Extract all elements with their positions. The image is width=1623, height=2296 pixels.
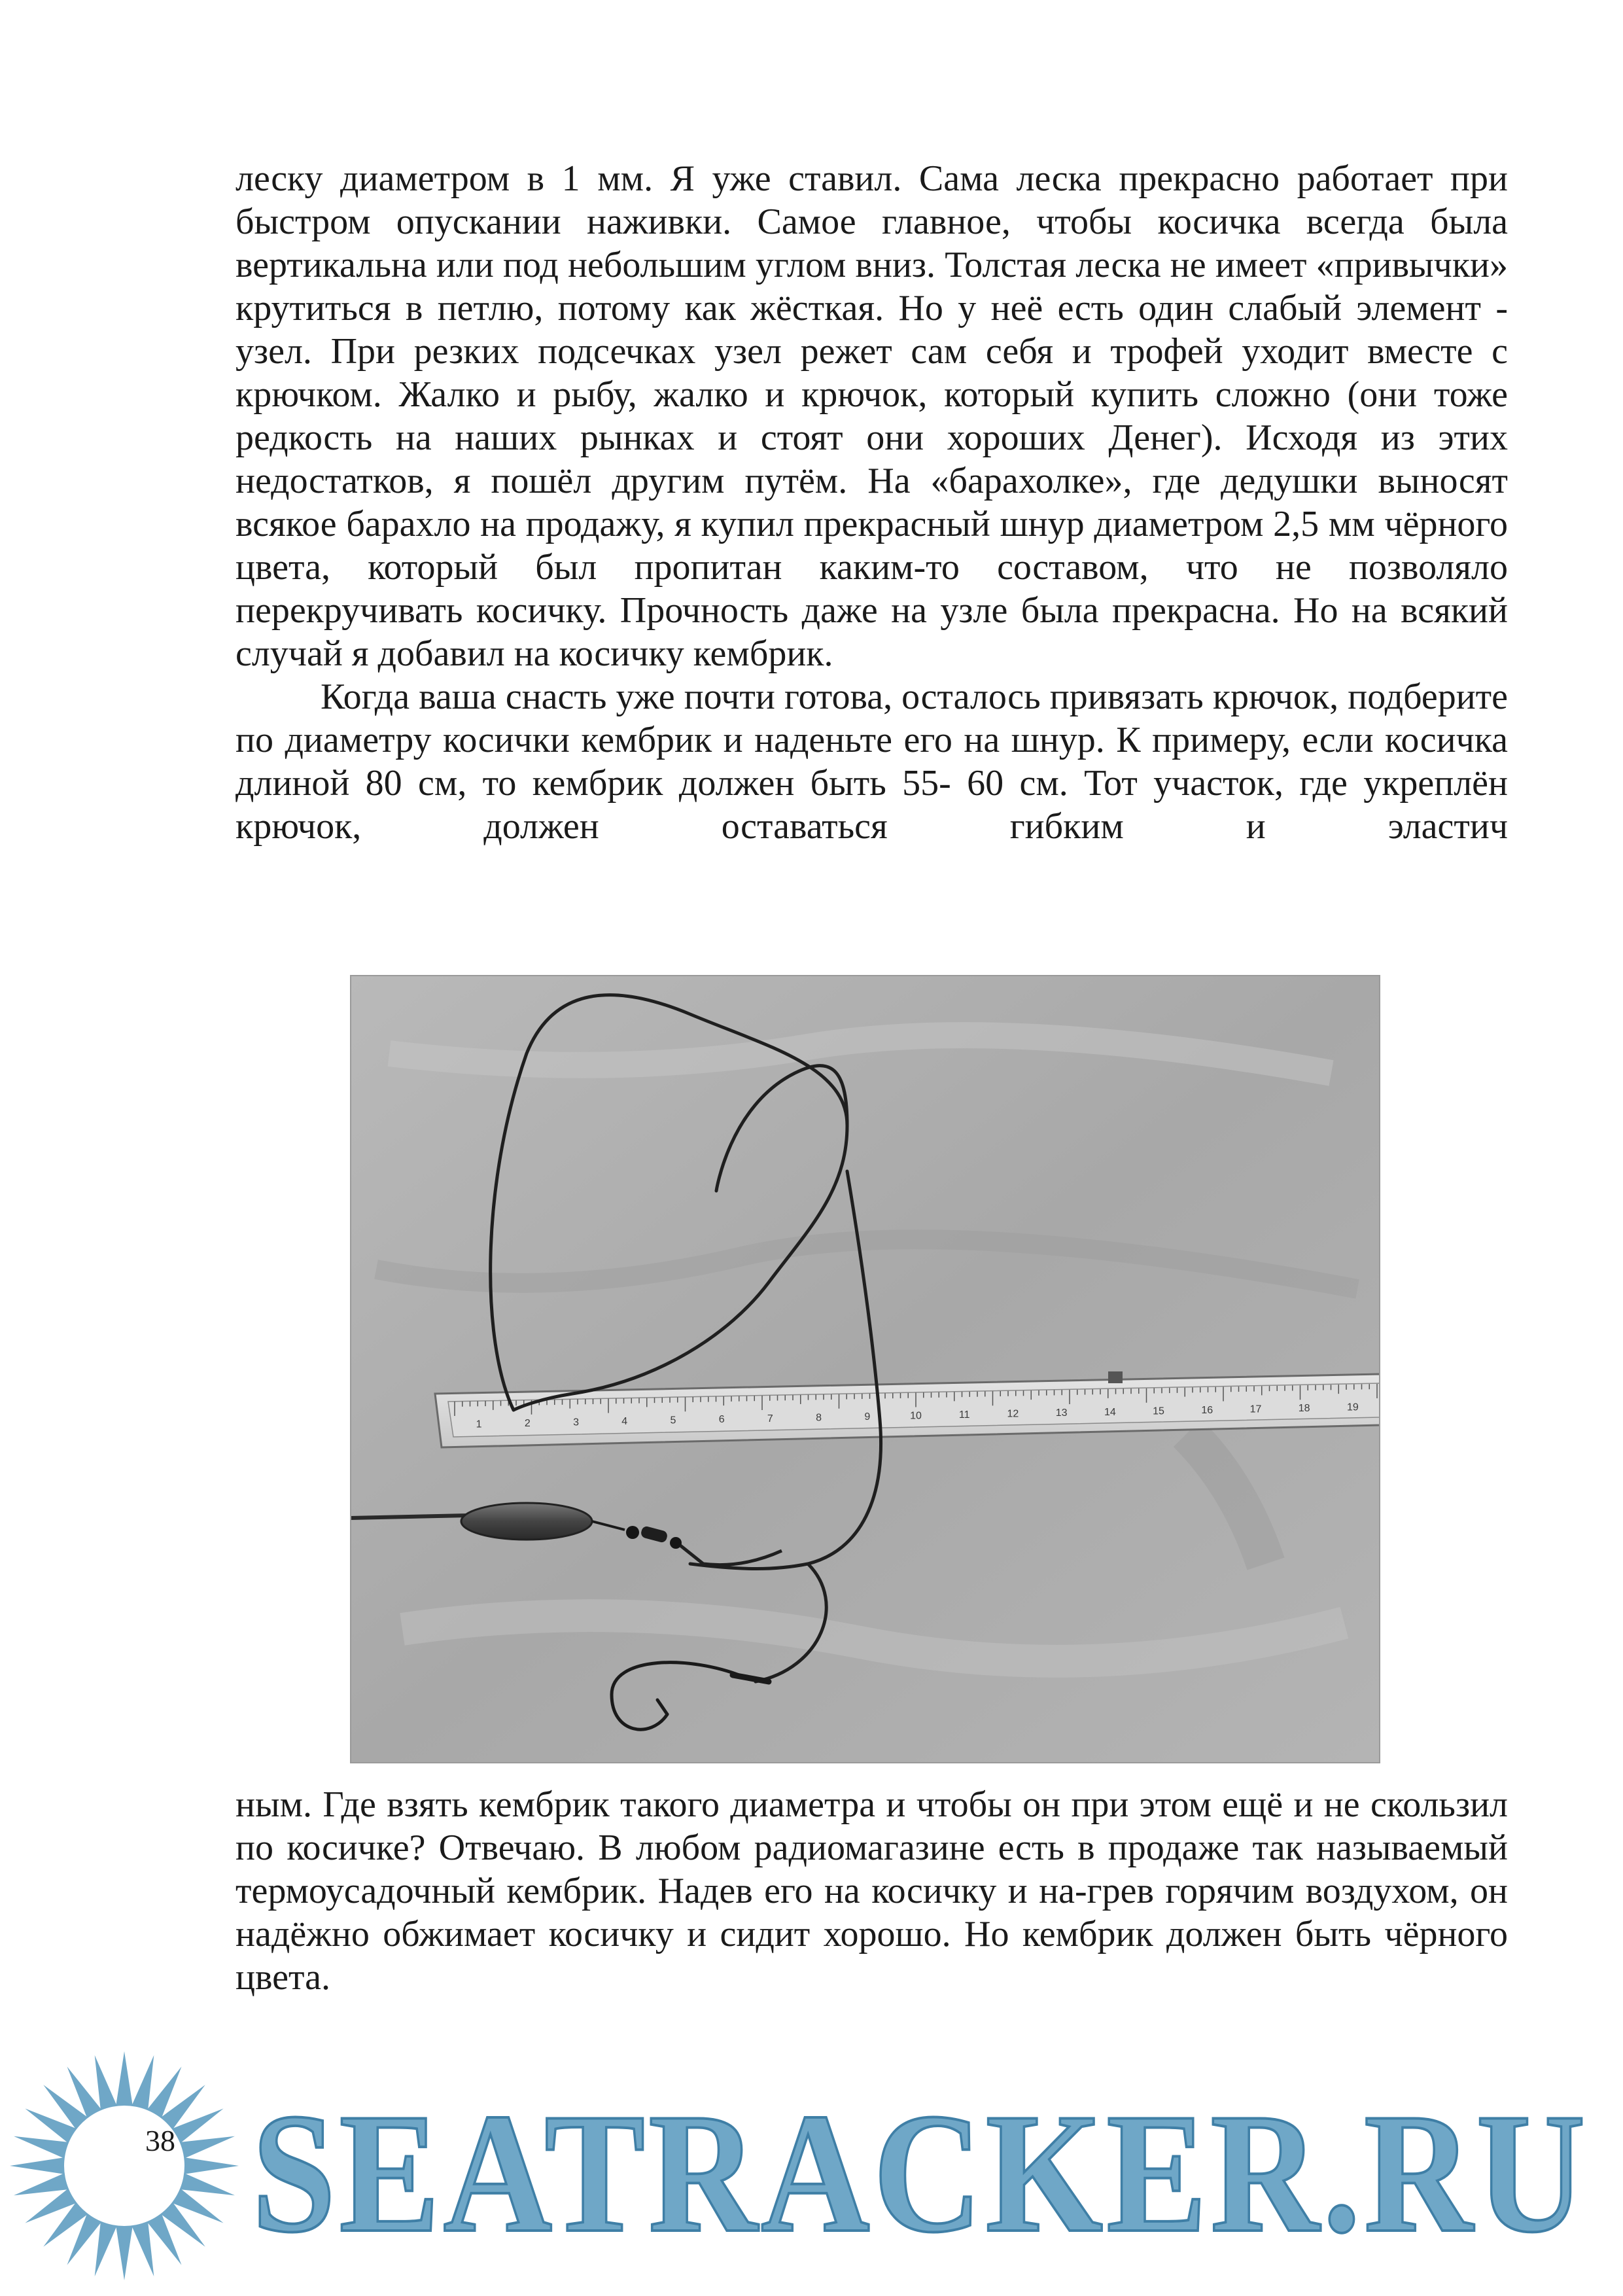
ruler-label: 6 [718,1414,725,1426]
ruler-label: 14 [1104,1406,1116,1418]
ruler-label: 16 [1201,1404,1213,1416]
top-text-block [236,157,1508,848]
ruler-label: 1 [476,1419,482,1430]
ruler-label: 17 [1249,1404,1262,1415]
bottom-text-block [236,1783,1508,1999]
page-number: 38 [145,2124,175,2157]
tackle-photo [350,975,1380,1763]
ruler-label: 5 [670,1415,676,1426]
ruler-label: 19 [1346,1402,1359,1413]
ruler-label: 4 [621,1416,628,1428]
ruler-label: 10 [910,1410,922,1422]
ruler-label: 18 [1298,1403,1310,1415]
ruler-flag [1108,1371,1123,1383]
ruler-label: 9 [864,1411,871,1422]
ruler-label: 3 [573,1417,579,1428]
ruler-label: 11 [958,1409,970,1421]
ruler-label: 15 [1153,1405,1164,1417]
paragraph-1: леску диаметром в 1 мм. Я уже ставил. Сама леска прекрасно работает при быстром опускании наживки. Самое главное, чтобы косичка всегда была вертикальна или под небольшим углом вниз. Толстая леска не имеет «привычки» крутиться в петлю, потому как жёсткая. Но у неё есть один слабый элемент - узел. При резких подсечках узел режет сам себя и трофей уходит вместе с крючком. Жалко и рыбу, жалко и крючок, который купить сложно (они тоже редкость на наших рынках и стоят они хороших Денег). Исходя из этих недостатков, я пошёл другим путём. На «барахолке», где дедушки выносят всякое барахло на продажу, я купил прекрасный шнур диаметром 2,5 мм чёрного цвета, который был пропитан каким-то составом, что не позволяло перекручивать косичку. Прочность даже на узле была прекрасна. Но на всякий случай я добавил на косичку кембрик. [236,158,1508,674]
paragraph-3: ным. Где взять кембрик такого диаметра и чтобы он при этом ещё и не скользил по косичке? Отвечаю. В любом радиомагазине есть в продаже так называемый термоусадочный кембрик. Надев его на косичку и на-грев горячим воздухом, он надёжно обжимает косичку и сидит хорошо. Но кембрик должен быть чёрного цвета. [236,1784,1508,1998]
paragraph-2: Когда ваша снасть уже почти готова, осталось привязать крючок, подберите по диаметру косички кембрик и наденьте его на шнур. К примеру, если косичка длиной 80 см, то кембрик должен быть 55- 60 см. Тот участок, где укреплён крючок, должен оставаться гибким и эластич [236,677,1508,847]
ruler-label: 13 [1055,1407,1068,1419]
ruler-label: 12 [1007,1408,1019,1420]
ruler-label: 7 [767,1413,773,1424]
ruler-label: 8 [816,1412,822,1424]
sun-icon [10,2051,239,2280]
site-name-logo: SEATRACKER.RU [252,2078,1589,2268]
ruler-label: 2 [524,1417,531,1429]
